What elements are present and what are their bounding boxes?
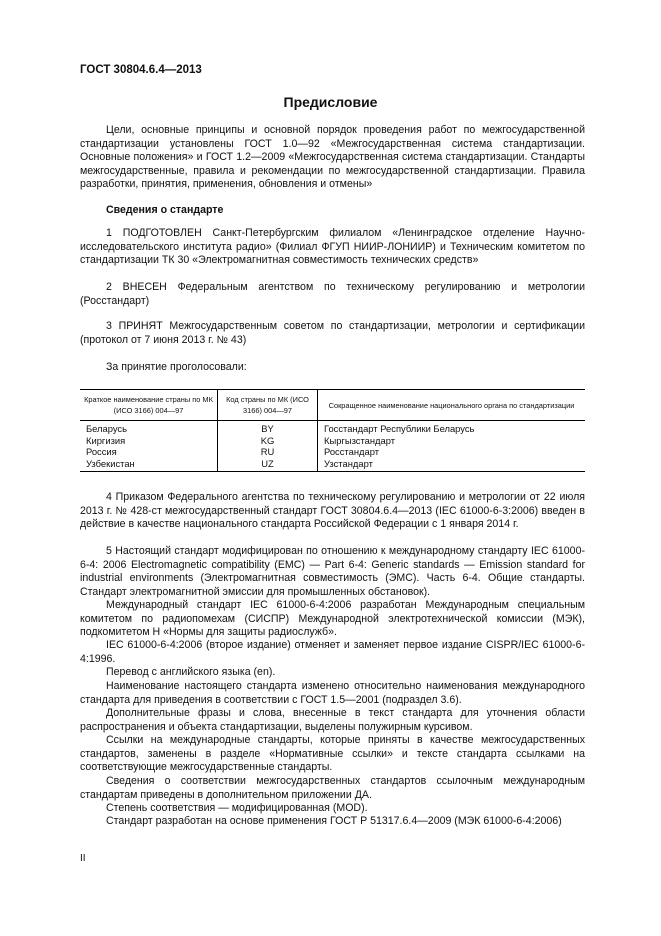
standards-body: Росстандарт (324, 446, 379, 457)
item-2-paragraph: 2 ВНЕСЕН Федеральным агентством по техническому регулированию и метрологии (Росстандарт) (80, 281, 585, 307)
item-5-edition: IEC 61000-6-4:2006 (второе издание) отменяет и заменяет первое издание CISPR/IEC 61000-6-4:1996. (80, 639, 585, 665)
item-5-conformity: Сведения о соответствии межгосударственных стандартов ссылочным международным стандартам приведены в дополнительном приложении ДА. (80, 775, 585, 801)
standards-body: Кыргызстандарт (324, 434, 396, 446)
item-4-paragraph: 4 Приказом Федерального агентства по техническому регулированию и метрологии от 22 июля 2013 г. № 428-ст межгосударственный стандарт ГОСТ 30804.6.4—2013 (IEC 61000-6-3:2006) введен в действие в качестве национального стандарта Российской Федерации с 1 января 2014 г. (80, 491, 585, 531)
countries-table (80, 389, 585, 472)
table-row (80, 458, 585, 472)
votes-label: За принятие проголосовали: (106, 361, 247, 373)
table-row (80, 446, 585, 458)
table-row (80, 421, 585, 435)
item-1-paragraph: 1 ПОДГОТОВЛЕН Санкт-Петербургским филиалом «Ленинградское отделение Научно-исследовательского института радио» (Филиал ФГУП НИИР-ЛОНИИР) и Техническим комитетом по стандартизации ТК 30 «Электромагнитная совместимость технических средств» (80, 227, 585, 267)
document-code: ГОСТ 30804.6.4—2013 (80, 64, 202, 76)
country-name: Узбекистан (80, 458, 218, 472)
item-5-basis: Стандарт разработан на основе применения ГОСТ Р 51317.6.4—2009 (МЭК 61000-6-4:2006) (106, 815, 562, 827)
standards-body: Госстандарт Республики Беларусь (324, 423, 475, 434)
table-header-row (80, 390, 585, 421)
table-row (80, 435, 585, 447)
page-number: II (80, 853, 86, 864)
item-5-name-change: Наименование настоящего стандарта изменено относительно наименования международного стандарта для приведения в соответствии с ГОСТ 1.5—2001 (подраздел 3.6). (80, 680, 585, 706)
country-code: UZ (218, 458, 318, 472)
item-5-origin: Международный стандарт IEC 61000-6-4:2006 разработан Международным специальным комитетом по радиопомехам (СИСПР) Международной электротехнической комиссии (МЭК), подкомитетом H «Нормы для защиты радиослужб». (80, 599, 585, 639)
item-5-translation: Перевод с английского языка (en). (106, 666, 276, 678)
country-name: Беларусь (86, 423, 128, 434)
item-3-paragraph: 3 ПРИНЯТ Межгосударственным советом по стандартизации, метрологии и сертификации (протокол от 7 июня 2013 г. № 43) (80, 320, 585, 346)
item-5-additions: Дополнительные фразы и слова, внесенные в текст стандарта для уточнения области распространения и объекта стандартизации, выделены полужирным курсивом. (80, 707, 585, 733)
item-5-paragraph: 5 Настоящий стандарт модифицирован по отношению к международному стандарту IEC 61000-6-4: 2006 Electromagnetic compatibility (EMC) — Part 6-4: Generic standards — Emission standard for industrial environments (Электромагнитная совместимость (ЭМС). Часть 6-4. Общие стандарты. Стандарт электромагнитной эмиссии для промышленных обстановок). (80, 545, 585, 598)
table-header-body: Сокращенное наименование национального органа по стандартизации (318, 390, 586, 421)
section-title: Сведения о стандарте (106, 204, 224, 216)
table-header-country: Краткое наименование страны по МК (ИСО 3166) 004—97 (80, 390, 218, 421)
country-code: KG (218, 435, 318, 447)
country-name: Россия (86, 446, 117, 457)
standards-body: Узстандарт (318, 458, 586, 472)
country-code: BY (218, 421, 318, 435)
page-title: Предисловие (283, 94, 378, 110)
table-header-code: Код страны по МК (ИСО 3166) 004—97 (218, 390, 318, 421)
country-code: RU (218, 446, 318, 458)
item-5-degree: Степень соответствия — модифицированная (MOD). (106, 802, 368, 814)
item-5-references: Ссылки на международные стандарты, которые приняты в качестве межгосударственных стандартов, заменены в разделе «Нормативные ссылки» и тексте стандарта ссылками на соответствующие межгосударственные стандарты. (80, 734, 585, 774)
country-name: Киргизия (86, 434, 126, 446)
intro-paragraph: Цели, основные принципы и основной порядок проведения работ по межгосударственной стандартизации установлены ГОСТ 1.0—92 «Межгосударственная система стандартизации. Основные положения» и ГОСТ 1.2—2009 «Межгосударственная система стандартизации. Стандарты межгосударственные, правила и рекомендации по межгосударственной стандартизации. Правила разработки, принятия, применения, обновления и отмены» (80, 124, 585, 191)
